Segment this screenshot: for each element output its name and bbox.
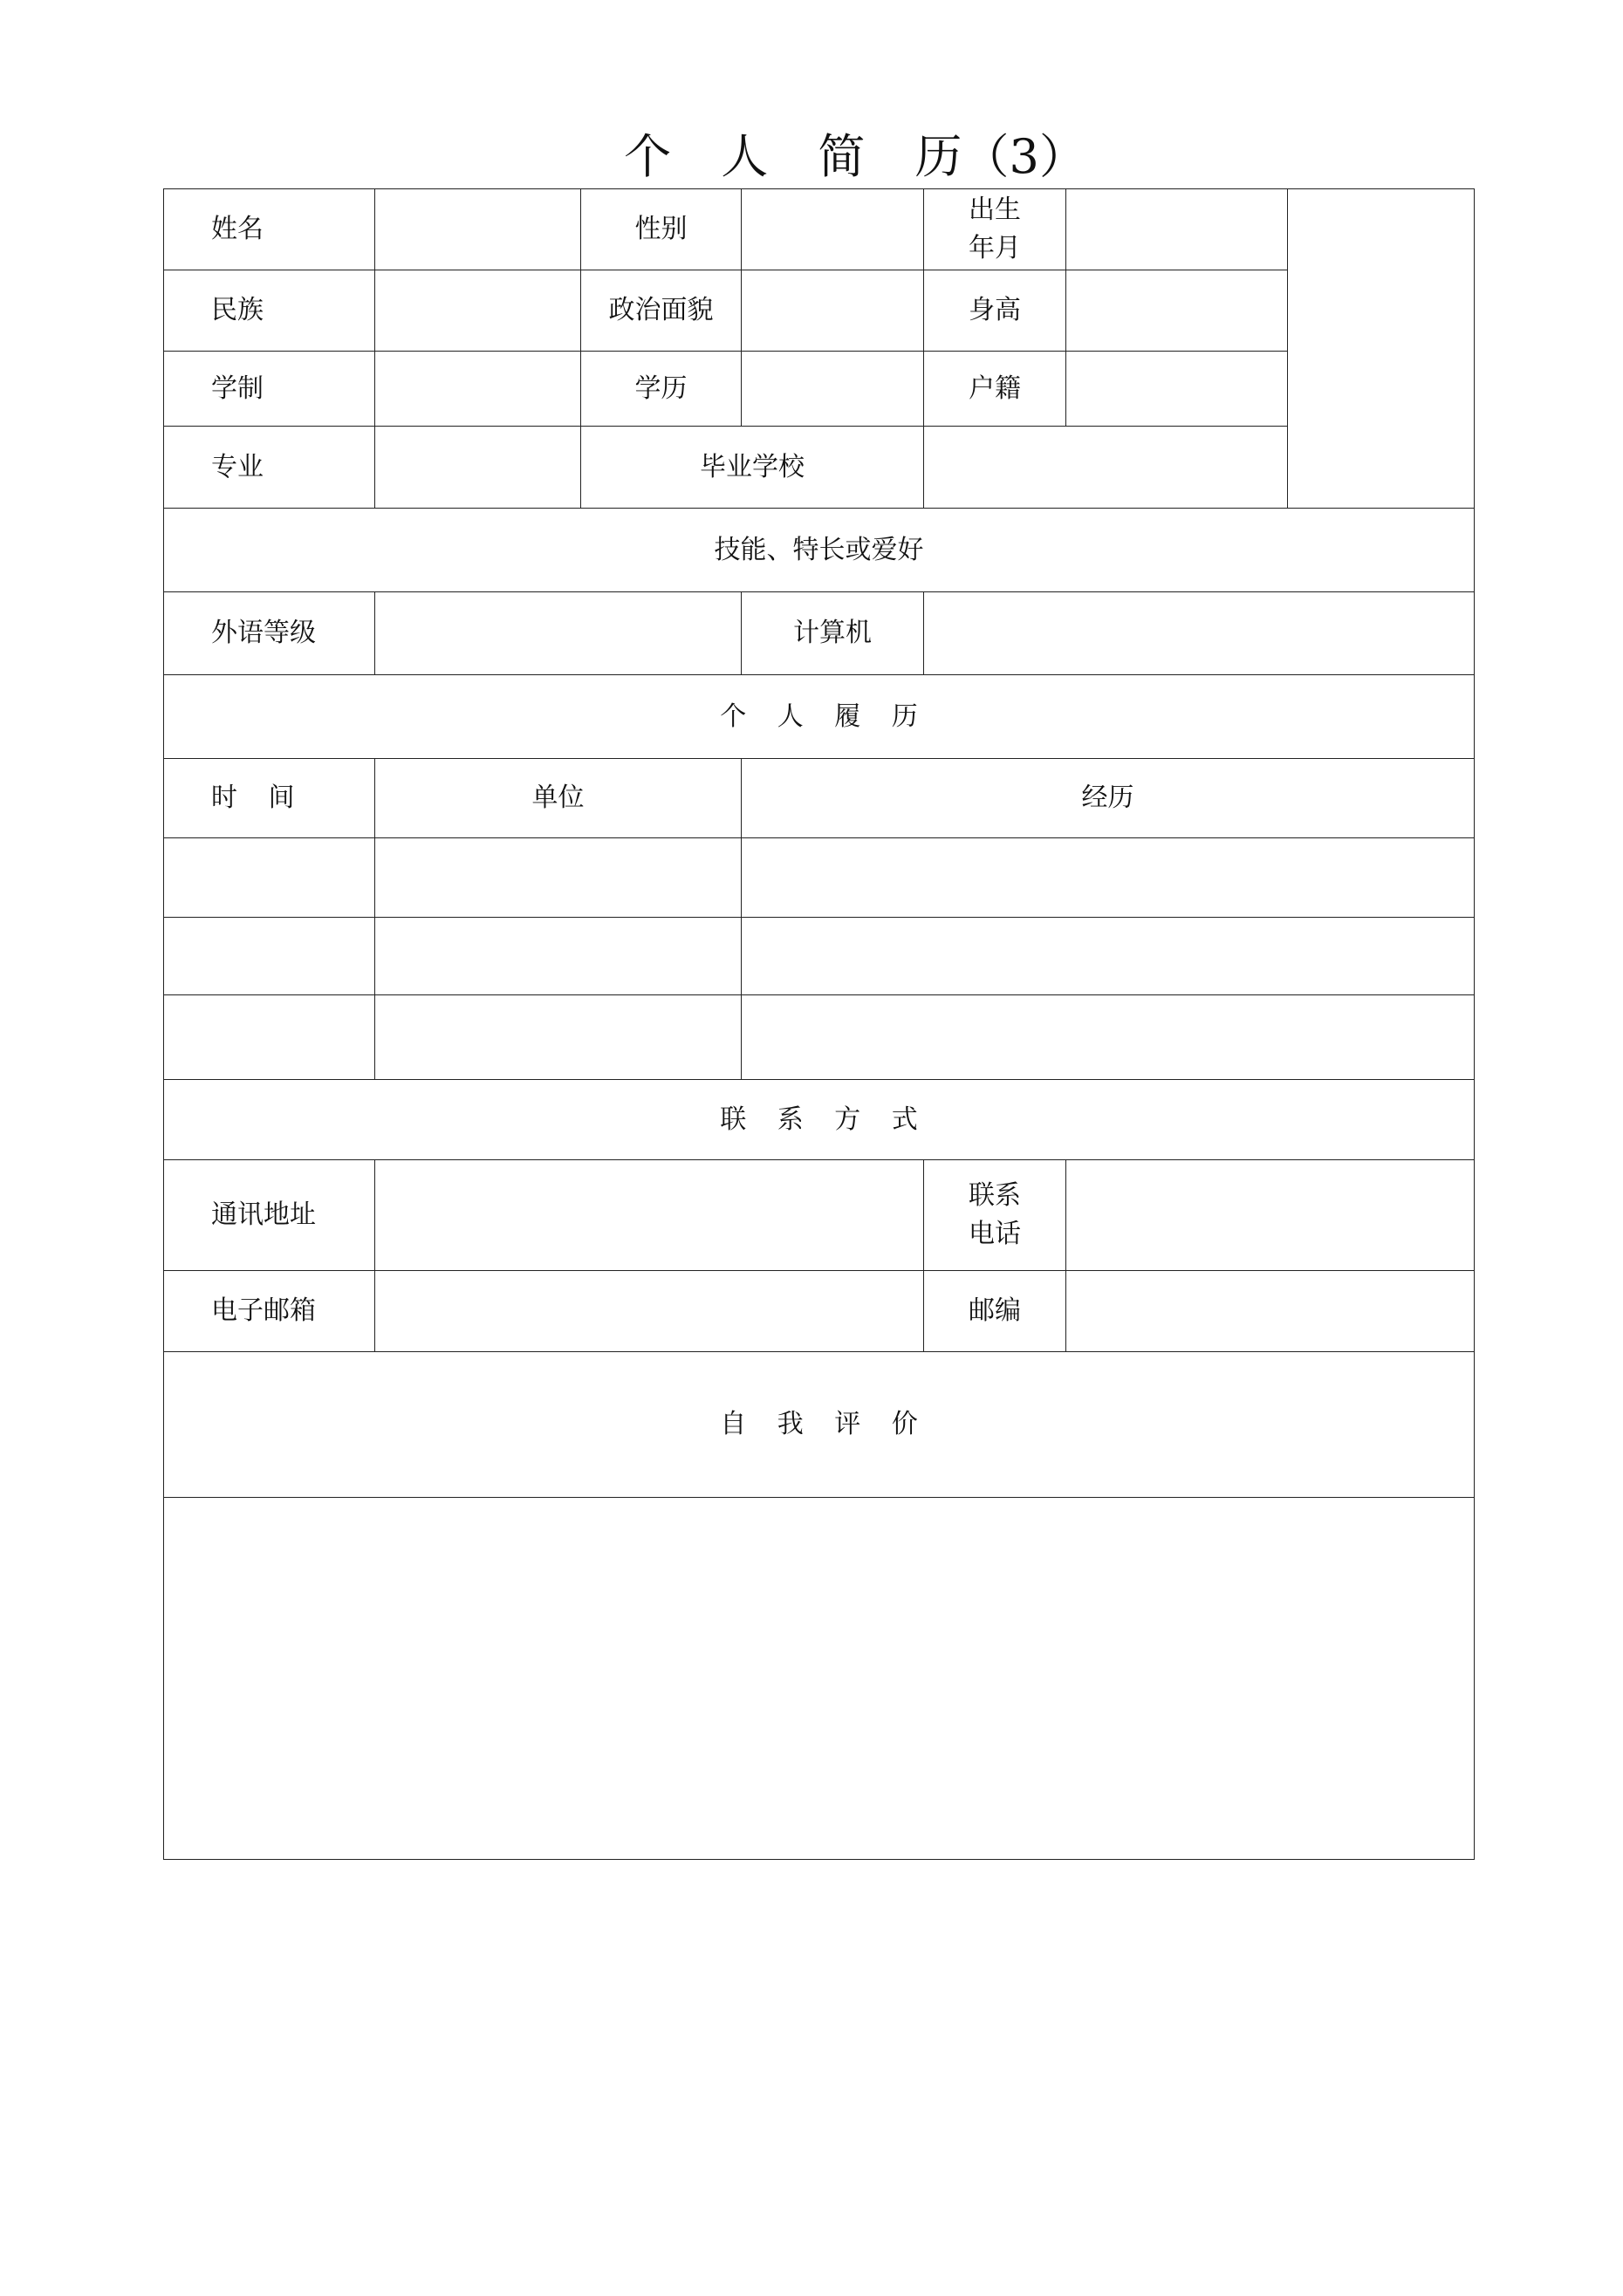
language-level-field[interactable] (375, 592, 742, 675)
history-row (164, 995, 1475, 1080)
school-field[interactable] (924, 427, 1288, 509)
basic-info-row-1 (164, 189, 1475, 270)
history-time-field[interactable] (164, 918, 375, 995)
history-experience-field[interactable] (742, 995, 1475, 1080)
household-label: 户籍 (924, 352, 1066, 427)
education-label: 学历 (581, 352, 742, 427)
postcode-label: 邮编 (924, 1271, 1066, 1352)
ethnicity-field[interactable] (375, 270, 581, 352)
skills-row (164, 592, 1475, 675)
self-evaluation-field[interactable] (164, 1498, 1475, 1860)
address-label: 通讯地址 (164, 1160, 375, 1271)
history-experience-field[interactable] (742, 838, 1475, 918)
birth-date-label (924, 189, 1066, 270)
program-length-field[interactable] (375, 352, 581, 427)
resume-table (163, 188, 1475, 1860)
contact-header: 联 系 方 式 (164, 1080, 1475, 1160)
contact-row-1 (164, 1160, 1475, 1271)
political-status-field[interactable] (742, 270, 924, 352)
height-field[interactable] (1066, 270, 1288, 352)
ethnicity-label: 民族 (164, 270, 375, 352)
history-unit-field[interactable] (375, 838, 742, 918)
language-level-label: 外语等级 (164, 592, 375, 675)
major-field[interactable] (375, 427, 581, 509)
basic-info-row-2 (164, 270, 1475, 352)
school-label: 毕业学校 (581, 427, 924, 509)
computer-field[interactable] (924, 592, 1475, 675)
history-header: 个 人 履 历 (164, 675, 1475, 759)
name-label: 姓名 (164, 189, 375, 270)
history-time-column-header: 时 间 (164, 759, 375, 838)
name-field[interactable] (375, 189, 581, 270)
history-unit-field[interactable] (375, 995, 742, 1080)
history-header-row (164, 675, 1475, 759)
self-evaluation-header-row (164, 1352, 1475, 1498)
history-row (164, 838, 1475, 918)
history-experience-column-header: 经历 (742, 759, 1475, 838)
political-status-label: 政治面貌 (581, 270, 742, 352)
education-field[interactable] (742, 352, 924, 427)
skills-header-row (164, 509, 1475, 592)
contact-header-row (164, 1080, 1475, 1160)
birth-date-field[interactable] (1066, 189, 1288, 270)
skills-header: 技能、特长或爱好 (164, 509, 1475, 592)
address-field[interactable] (375, 1160, 924, 1271)
birth-date-label-line-2: 年月 (969, 233, 1021, 263)
history-experience-field[interactable] (742, 918, 1475, 995)
computer-label: 计算机 (742, 592, 924, 675)
email-field[interactable] (375, 1271, 924, 1352)
photo-cell[interactable] (1288, 189, 1475, 509)
contact-row-2 (164, 1271, 1475, 1352)
history-row (164, 918, 1475, 995)
birth-date-label-line-1: 出生 (969, 195, 1021, 225)
basic-info-row-4 (164, 427, 1475, 509)
postcode-field[interactable] (1066, 1271, 1475, 1352)
phone-label (924, 1160, 1066, 1271)
household-field[interactable] (1066, 352, 1288, 427)
phone-label-line-1: 联系 (969, 1180, 1021, 1211)
gender-field[interactable] (742, 189, 924, 270)
document-title: 个 人 简 历（3） (624, 129, 1086, 184)
self-evaluation-header: 自 我 评 价 (164, 1352, 1475, 1498)
history-unit-column-header: 单位 (375, 759, 742, 838)
program-length-label: 学制 (164, 352, 375, 427)
basic-info-row-3 (164, 352, 1475, 427)
self-evaluation-row (164, 1498, 1475, 1860)
history-columns-row (164, 759, 1475, 838)
email-label: 电子邮箱 (164, 1271, 375, 1352)
height-label: 身高 (924, 270, 1066, 352)
major-label: 专业 (164, 427, 375, 509)
phone-label-line-2: 电话 (969, 1219, 1021, 1249)
gender-label: 性别 (581, 189, 742, 270)
history-time-field[interactable] (164, 838, 375, 918)
phone-field[interactable] (1066, 1160, 1475, 1271)
history-unit-field[interactable] (375, 918, 742, 995)
history-time-field[interactable] (164, 995, 375, 1080)
